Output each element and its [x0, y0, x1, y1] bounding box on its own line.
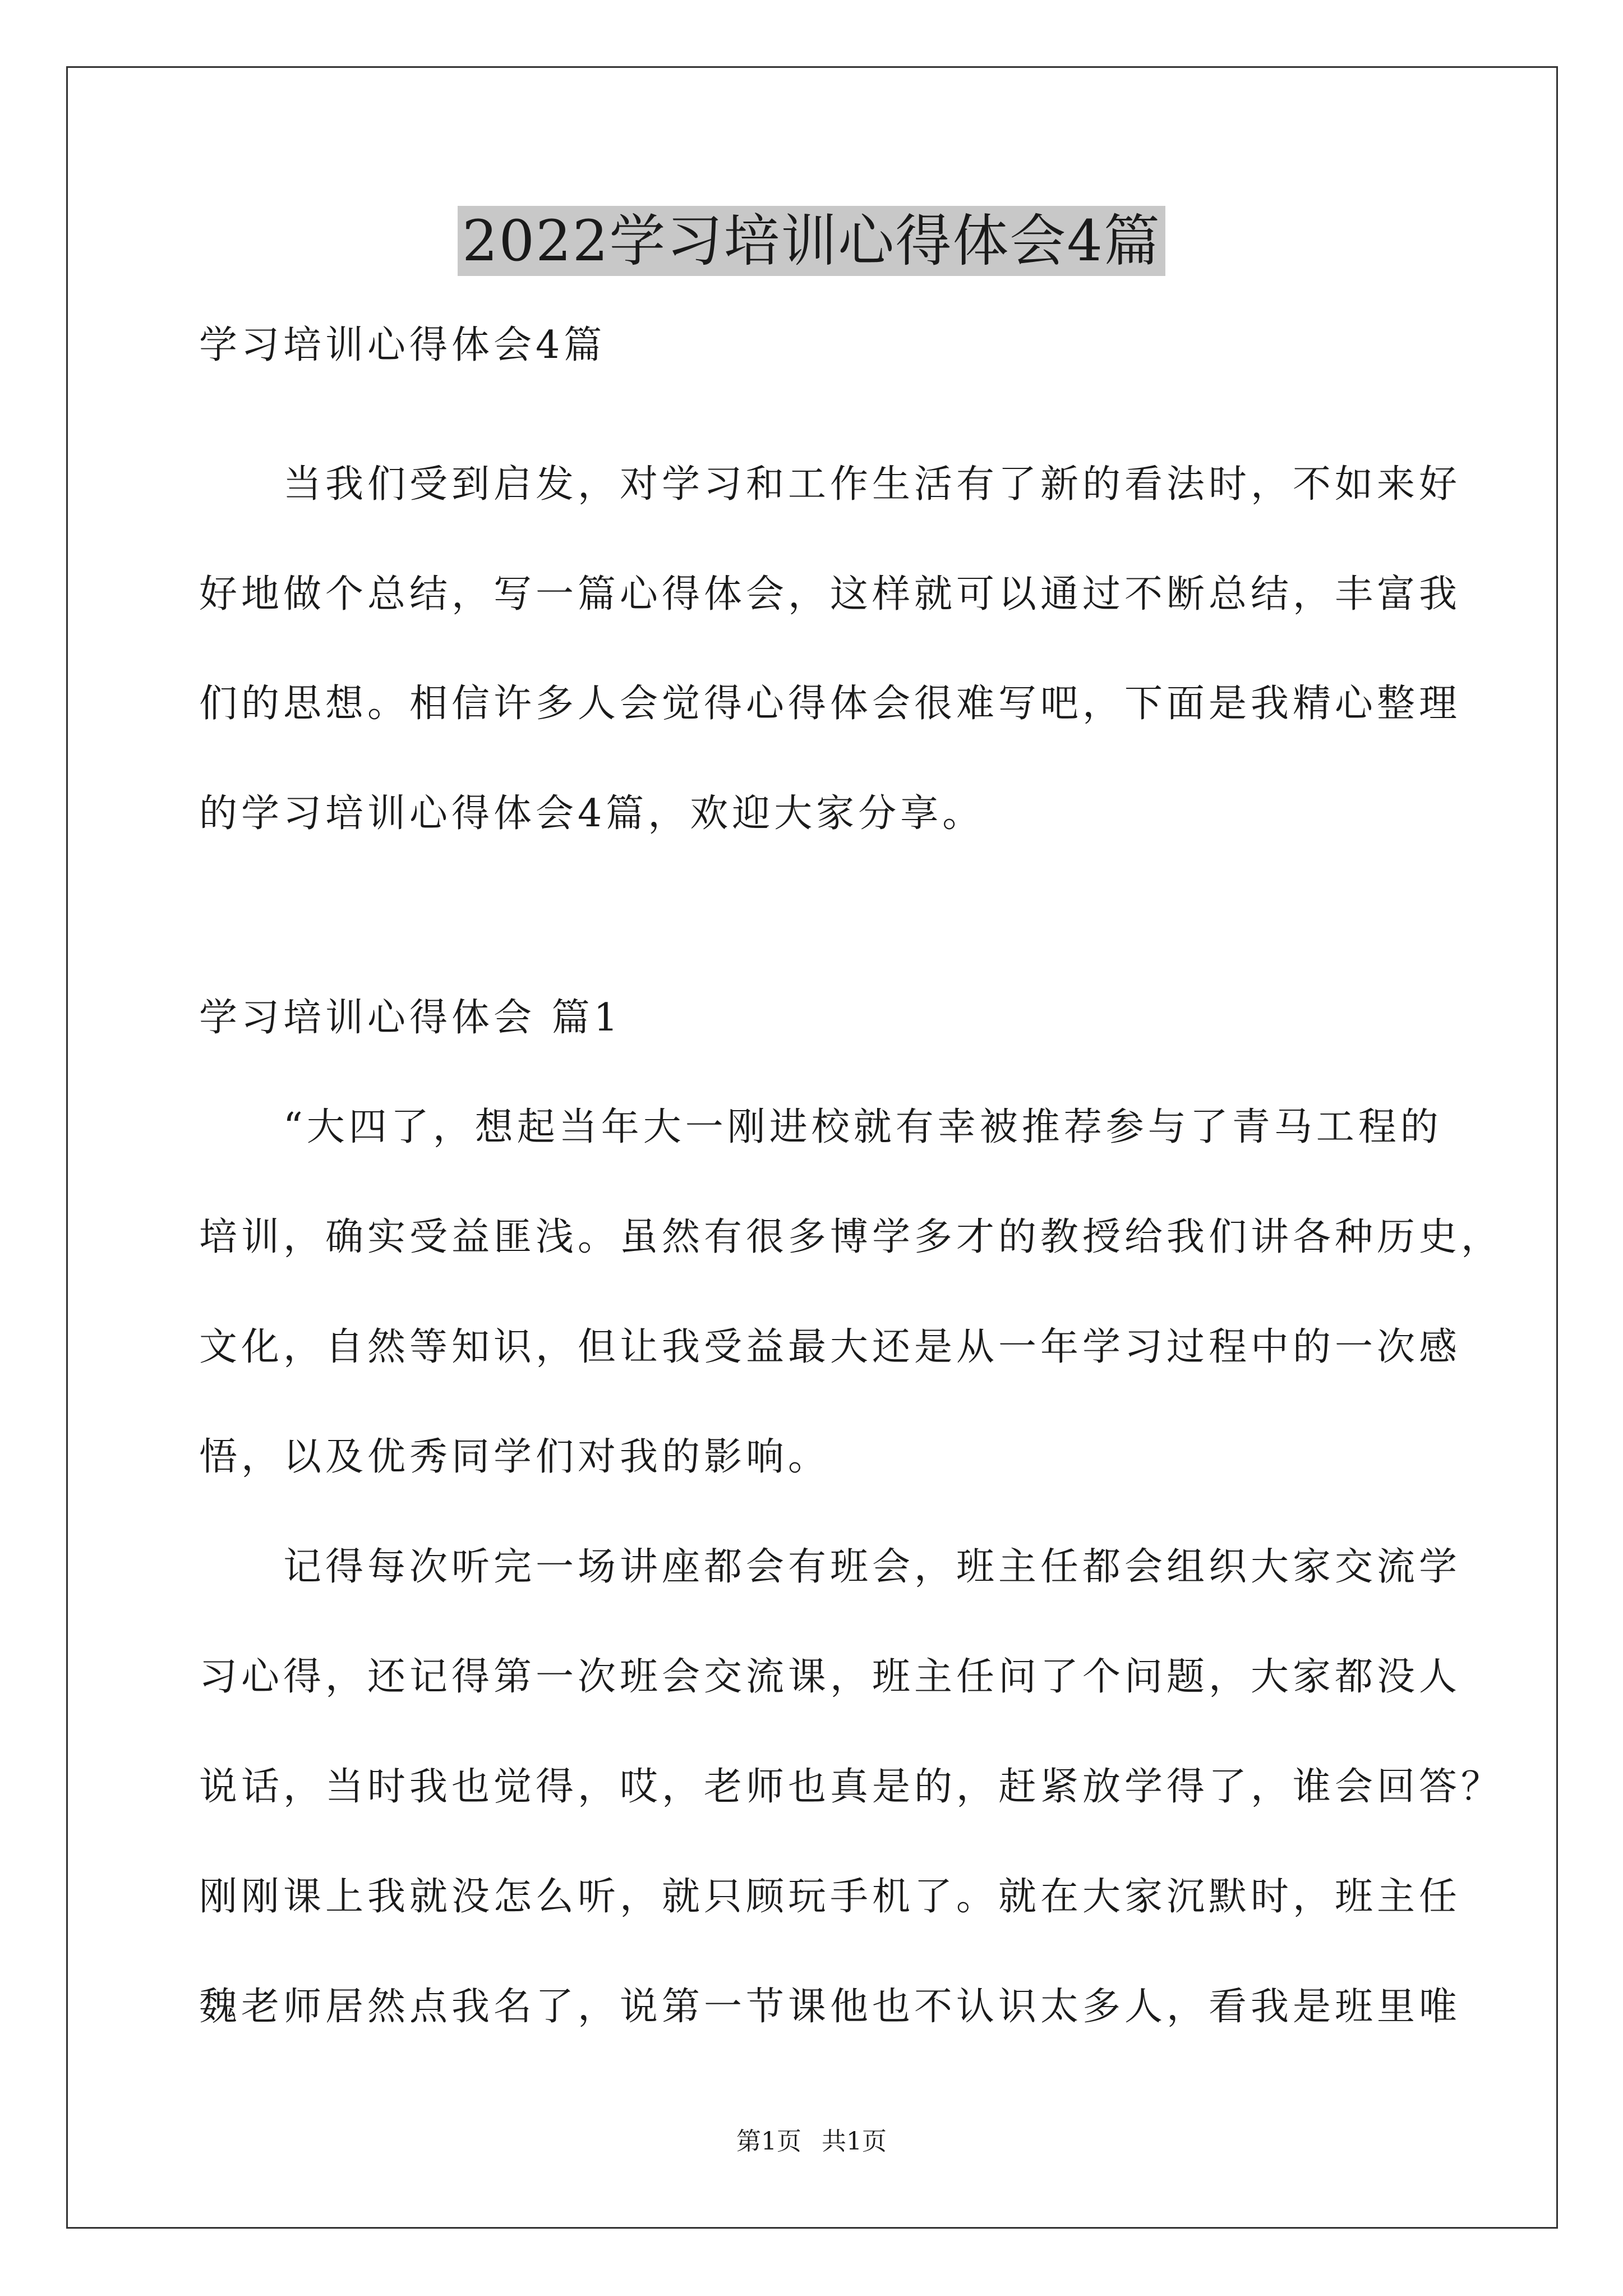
paragraph-line: 好地做个总结，写一篇心得体会，这样就可以通过不断总结，丰富我 — [199, 572, 1461, 616]
paragraph-line: 文化，自然等知识，但让我受益最大还是从一年学习过程中的一次感 — [199, 1325, 1461, 1369]
subtitle-line: 学习培训心得体会4篇 — [199, 323, 606, 367]
paragraph-line: 们的思想。相信许多人会觉得心得体会很难写吧，下面是我精心整理 — [199, 682, 1461, 726]
paragraph-line: 培训，确实受益匪浅。虽然有很多博学多才的教授给我们讲各种历史， — [199, 1215, 1504, 1259]
page-total: 共1页 — [822, 2127, 887, 2156]
page-footer — [0, 2125, 1623, 2159]
paragraph-line: 刚刚课上我就没怎么听，就只顾玩手机了。就在大家沉默时，班主任 — [199, 1875, 1461, 1919]
paragraph-line: 魏老师居然点我名了，说第一节课他也不认识太多人，看我是班里唯 — [199, 1985, 1461, 2029]
paragraph-line: 的学习培训心得体会4篇，欢迎大家分享。 — [199, 792, 985, 836]
paragraph-line: “大四了，想起当年大一刚进校就有幸被推荐参与了青马工程的 — [199, 1105, 1442, 1149]
paragraph-line: 习心得，还记得第一次班会交流课，班主任问了个问题，大家都没人 — [199, 1655, 1461, 1699]
paragraph-line: 记得每次听完一场讲座都会有班会，班主任都会组织大家交流学 — [199, 1545, 1461, 1589]
paragraph-line: 说话，当时我也觉得，哎，老师也真是的，赶紧放学得了，谁会回答？ — [199, 1765, 1504, 1809]
paragraph-line: 悟，以及优秀同学们对我的影响。 — [199, 1435, 831, 1479]
paragraph-line: 当我们受到启发，对学习和工作生活有了新的看法时，不如来好 — [199, 462, 1461, 507]
document-title-text: 2022学习培训心得体会4篇 — [458, 206, 1165, 276]
page-number: 第1页 — [736, 2127, 801, 2156]
section-heading: 学习培训心得体会 篇1 — [199, 996, 622, 1040]
document-title — [0, 202, 1623, 280]
